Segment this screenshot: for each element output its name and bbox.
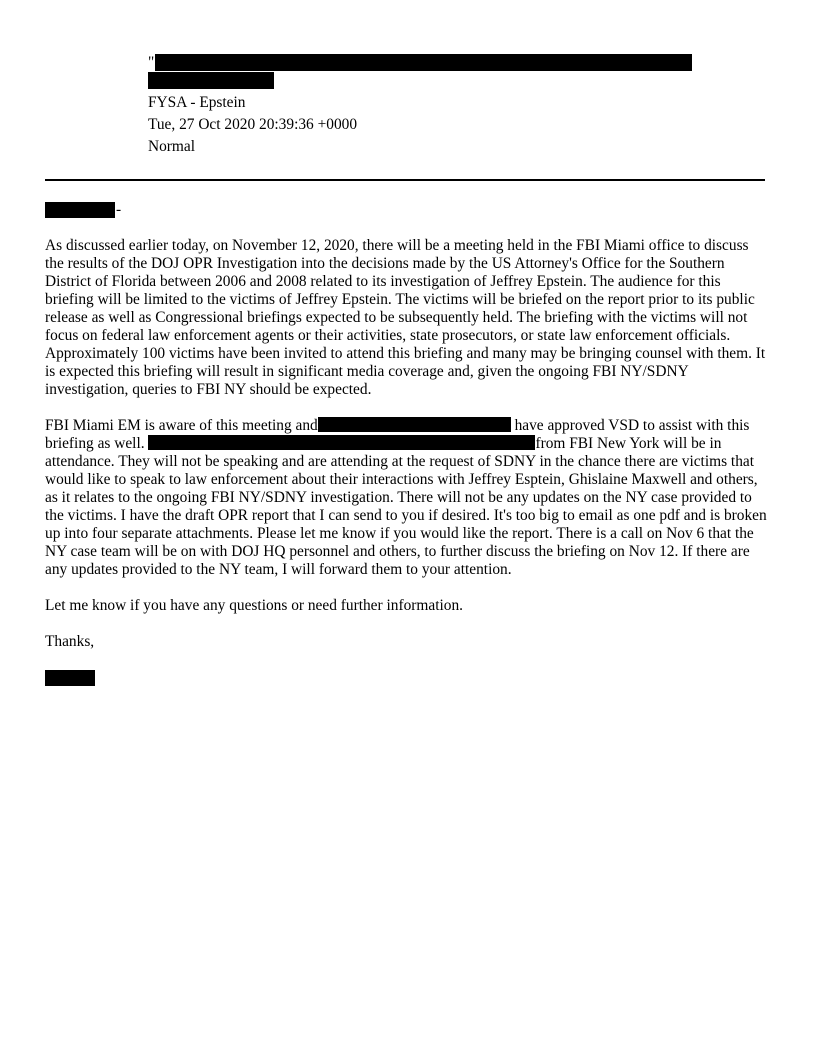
signature-redaction bbox=[45, 670, 95, 686]
paragraph-2-redaction-2 bbox=[148, 435, 535, 450]
greeting-name-redaction bbox=[45, 202, 115, 218]
closing: Thanks, bbox=[45, 633, 95, 650]
header-divider bbox=[45, 179, 765, 181]
paragraph-2-redaction-1 bbox=[318, 417, 511, 432]
paragraph-1: As discussed earlier today, on November 12, 2020, there will be a meeting held in the FBI Miami office to discuss the results of the DOJ OPR Investigation into the decisions made by the US Attorney's Office for the Southern District of Florida between 2006 and 2008 related to its investigation of Jeffrey Epstein. The audience for this briefing will be limited to the victims of Jeffrey Epstein. The victims will be briefed on the report prior to its public release as well as Congressional briefings expected to be subsequently held. The briefing with the victims will not focus on federal law enforcement agents or their activities, state prosecutors, or state law enforcement officials. Approximately 100 victims have been invited to attend this briefing and many may be bringing counsel with them. It is expected this briefing will result in significant media coverage and, given the ongoing FBI NY/SDNY investigation, queries to FBI NY should be expected. bbox=[45, 237, 766, 398]
to-value-prefix: " bbox=[148, 54, 155, 71]
paragraph-2-text-b: have approved VSD to assist with this bbox=[510, 417, 750, 434]
paragraph-2-rest: attendance. They will not be speaking and are attending at the request of SDNY in the chance there are victims that would like to speak to law enforcement about their interactions with Jeffrey Esptein, Ghislaine Maxwell and others, as it relates to the ongoing FBI NY/SDNY investigation. There will not be any updates on the NY case provided to the victims. I have the draft OPR report that I can send to you if desired. It's too big to email as one pdf and is broken up into four separate attachments. Please let me know if you would like the report. There is a call on Nov 6 that the NY case team will be on with DOJ HQ personnel and others, to further discuss the briefing on Nov 12. If there are any updates provided to the NY team, I will forward them to your attention. bbox=[45, 453, 767, 578]
paragraph-2-text-a: FBI Miami EM is aware of this meeting and bbox=[45, 417, 318, 434]
to-redaction-line1 bbox=[155, 54, 692, 71]
greeting-suffix: - bbox=[116, 201, 122, 218]
subject-value: FYSA - Epstein bbox=[148, 94, 246, 111]
paragraph-2-line-2 bbox=[45, 435, 771, 453]
date-value: Tue, 27 Oct 2020 20:39:36 +0000 bbox=[148, 116, 358, 133]
importance-value: Normal bbox=[148, 138, 196, 155]
paragraph-2-text-d: from FBI New York will be in bbox=[535, 435, 722, 452]
paragraph-2-text-c: briefing as well. bbox=[45, 435, 149, 452]
paragraph-3: Let me know if you have any questions or need further information. bbox=[45, 597, 463, 614]
to-redaction-line2 bbox=[148, 72, 274, 89]
paragraph-2-line-1 bbox=[45, 417, 771, 435]
paragraph-2 bbox=[45, 417, 771, 579]
